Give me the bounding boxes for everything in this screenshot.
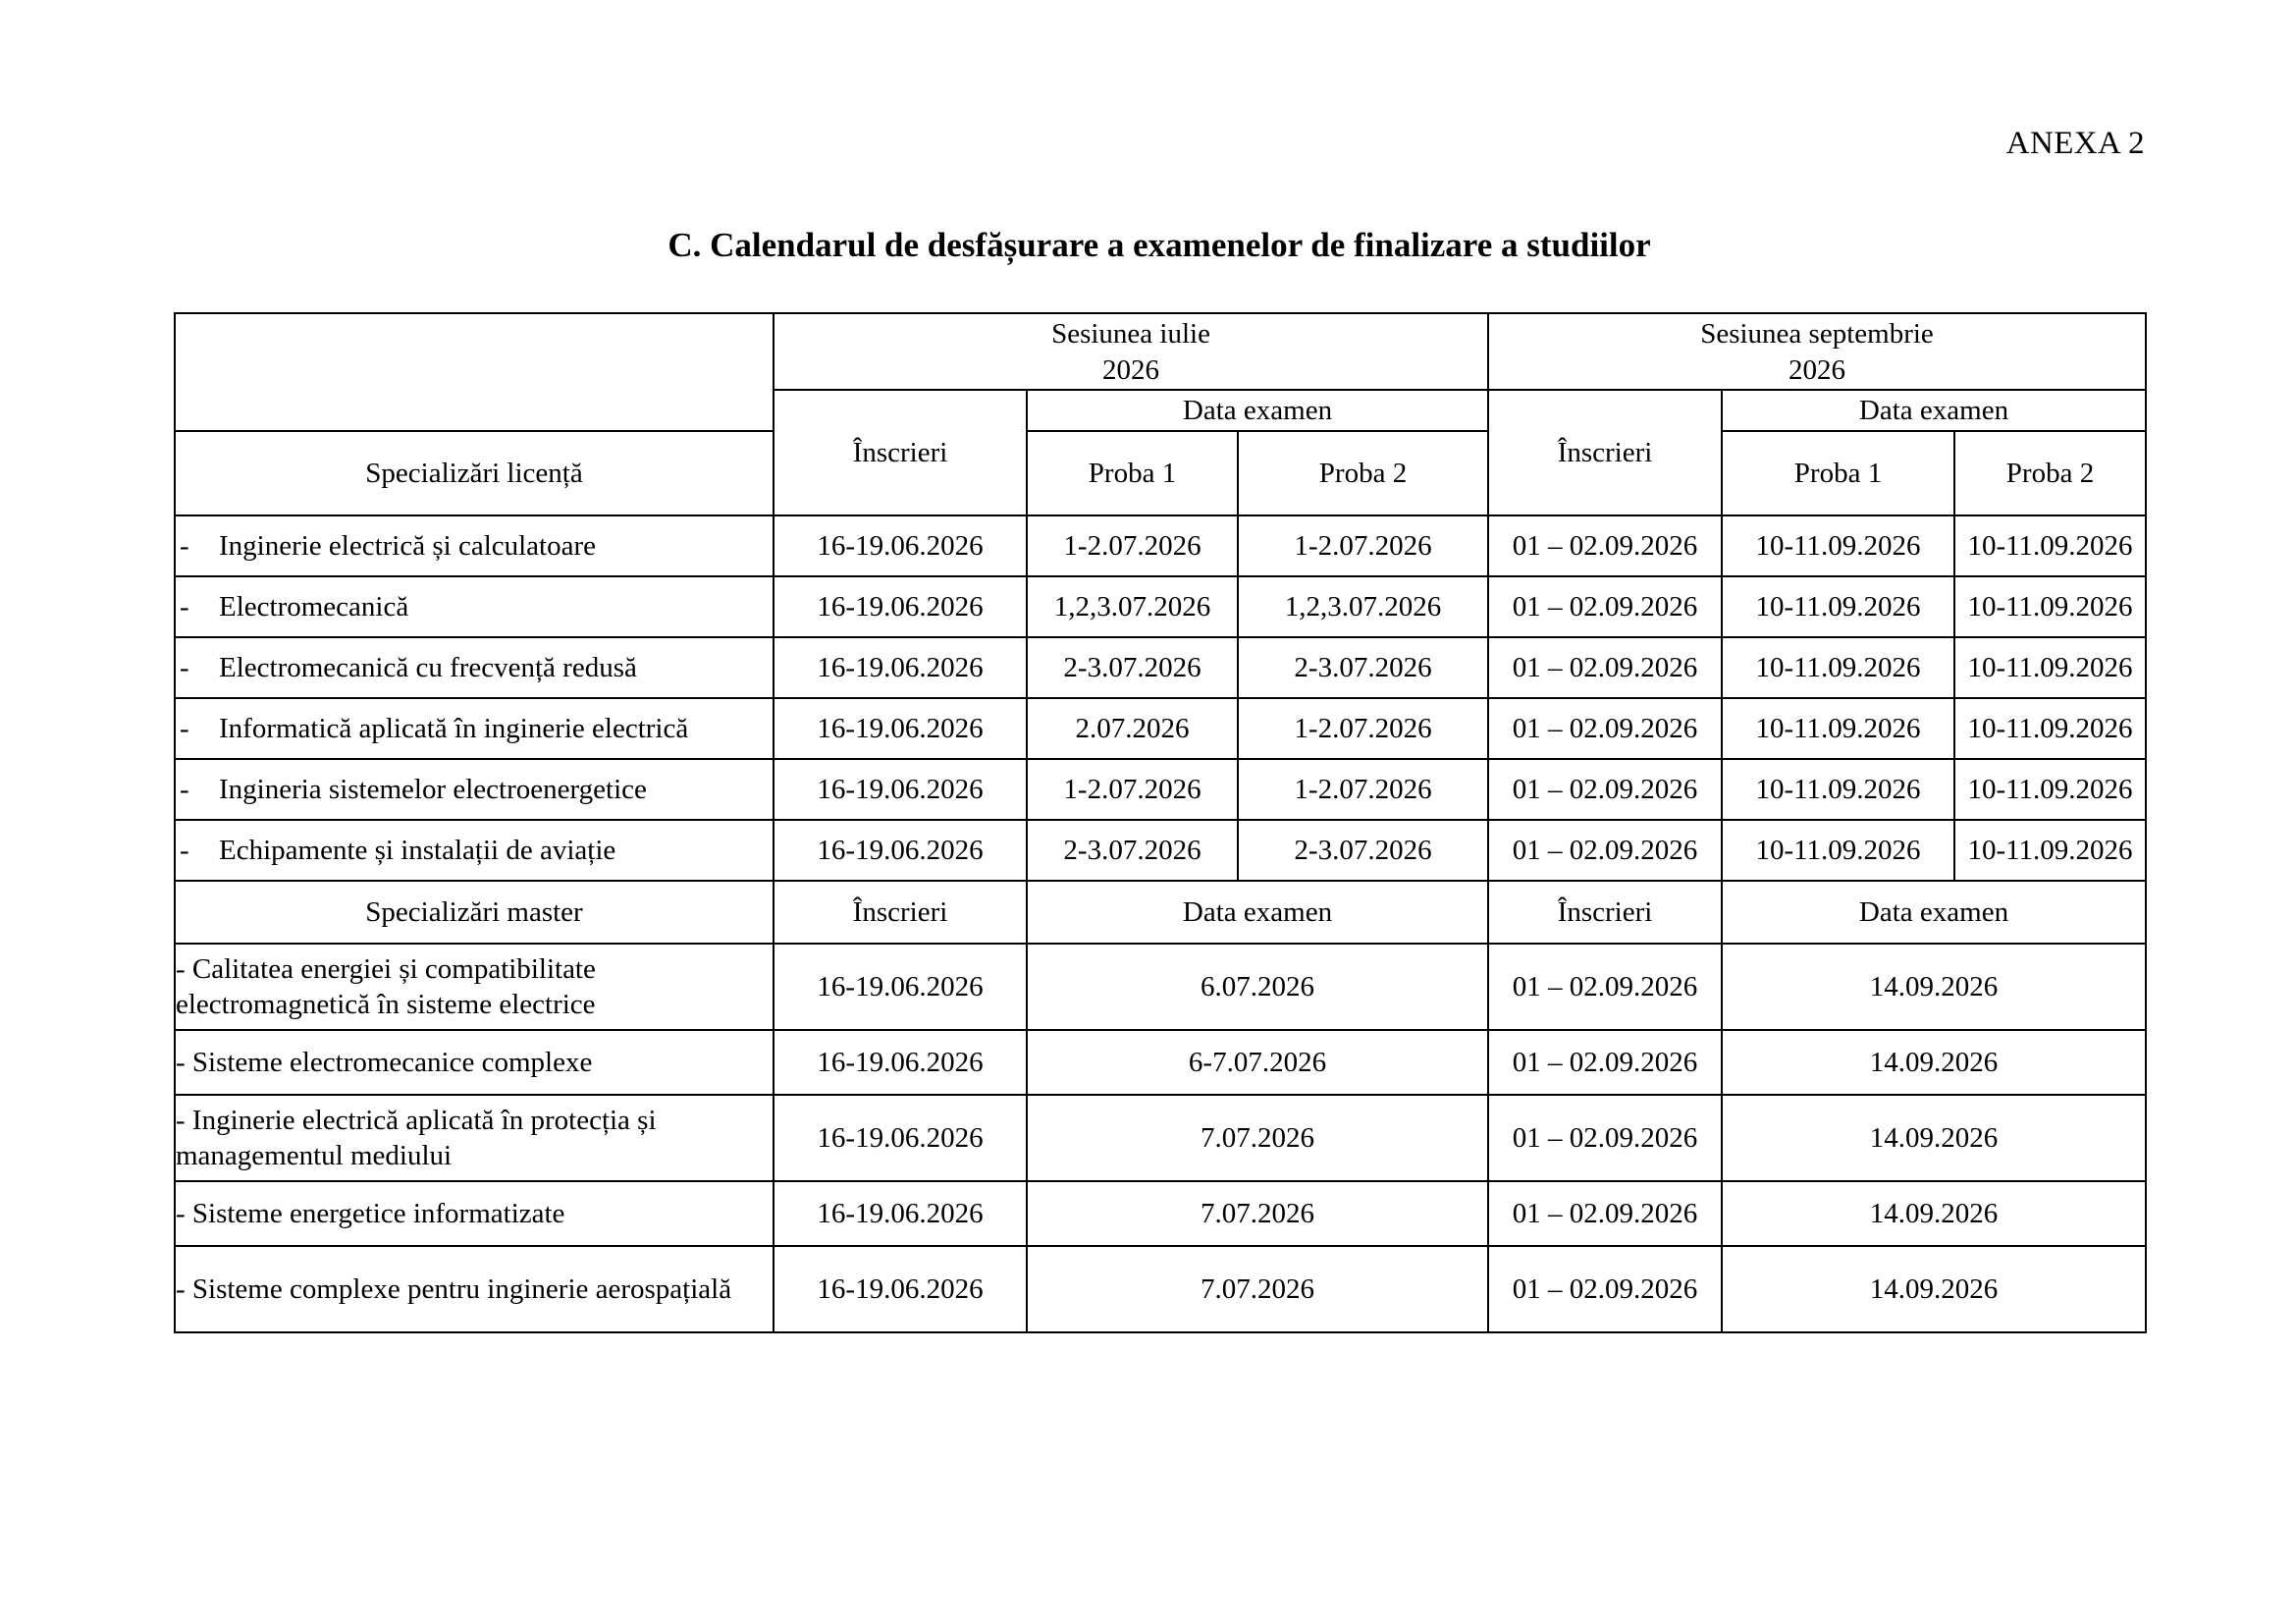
table-row [175,698,2146,759]
licenta-septembrie-proba2: 10-11.09.2026 [1954,820,2146,881]
list-bullet: - [180,530,189,562]
session-iulie-name: Sesiunea iulie [1051,318,1210,350]
list-bullet: - [180,591,189,623]
master-septembrie-inscrieri: 01 – 02.09.2026 [1488,944,1722,1030]
licenta-iulie-inscrieri: 16-19.06.2026 [774,637,1027,698]
licenta-septembrie-inscrieri: 01 – 02.09.2026 [1488,576,1722,637]
header-blank-corner [175,313,774,431]
licenta-iulie-proba1: 1-2.07.2026 [1027,515,1238,576]
page-title: C. Calendarul de desfășurare a examenelor de finalizare a studiilor [667,226,1651,264]
licenta-septembrie-proba2: 10-11.09.2026 [1954,515,2146,576]
licenta-program-name: Electromecanică [219,591,409,623]
session-header-septembrie [1488,313,2146,390]
licenta-iulie-proba1: 2-3.07.2026 [1027,637,1238,698]
master-septembrie-data-examen: 14.09.2026 [1722,1246,2146,1332]
master-septembrie-inscrieri: 01 – 02.09.2026 [1488,1246,1722,1332]
master-iulie-data-examen: 7.07.2026 [1027,1095,1488,1181]
master-program-name: - Sisteme complexe pentru inginerie aerospațială [175,1246,774,1332]
licenta-iulie-proba1: 1-2.07.2026 [1027,759,1238,820]
exam-calendar-table [174,312,2147,1333]
licenta-septembrie-inscrieri: 01 – 02.09.2026 [1488,698,1722,759]
licenta-iulie-proba2: 1-2.07.2026 [1238,515,1488,576]
master-program-name: - Sisteme energetice informatizate [175,1181,774,1246]
header-master-inscrieri-septembrie: Înscrieri [1488,881,1722,944]
licenta-iulie-proba1: 1,2,3.07.2026 [1027,576,1238,637]
master-iulie-data-examen: 6.07.2026 [1027,944,1488,1030]
master-iulie-data-examen: 7.07.2026 [1027,1246,1488,1332]
licenta-septembrie-proba1: 10-11.09.2026 [1722,576,1954,637]
licenta-program-name: Echipamente și instalații de aviație [219,835,616,866]
header-proba1-septembrie: Proba 1 [1722,431,1954,515]
table-row [175,1181,2146,1246]
licenta-septembrie-proba2: 10-11.09.2026 [1954,637,2146,698]
licenta-septembrie-proba1: 10-11.09.2026 [1722,637,1954,698]
header-specializari-licenta: Specializări licență [175,431,774,515]
list-bullet: - [180,652,189,683]
licenta-iulie-inscrieri: 16-19.06.2026 [774,698,1027,759]
table-row [175,1095,2146,1181]
licenta-iulie-proba2: 1,2,3.07.2026 [1238,576,1488,637]
session-header-iulie [774,313,1488,390]
master-septembrie-inscrieri: 01 – 02.09.2026 [1488,1030,1722,1095]
table-row [175,576,2146,637]
licenta-program-name-cell [175,820,774,881]
table-header-row-sessions [175,313,2146,390]
session-septembrie-year: 2026 [1789,354,1846,386]
master-program-name: - Inginerie electrică aplicată în protecția și managementul mediului [175,1095,774,1181]
licenta-program-name: Ingineria sistemelor electroenergetice [219,774,647,805]
master-iulie-inscrieri: 16-19.06.2026 [774,1030,1027,1095]
master-septembrie-data-examen: 14.09.2026 [1722,944,2146,1030]
master-iulie-inscrieri: 16-19.06.2026 [774,1181,1027,1246]
session-septembrie-name: Sesiunea septembrie [1700,318,1934,350]
header-dataexamen-septembrie: Data examen [1722,390,2146,431]
licenta-program-name-cell [175,759,774,820]
licenta-iulie-proba1: 2.07.2026 [1027,698,1238,759]
header-proba2-septembrie: Proba 2 [1954,431,2146,515]
licenta-iulie-inscrieri: 16-19.06.2026 [774,759,1027,820]
master-program-name: - Sisteme electromecanice complexe [175,1030,774,1095]
licenta-septembrie-proba1: 10-11.09.2026 [1722,820,1954,881]
licenta-iulie-proba2: 1-2.07.2026 [1238,759,1488,820]
licenta-septembrie-proba2: 10-11.09.2026 [1954,576,2146,637]
licenta-program-name: Informatică aplicată în inginerie electrică [219,713,689,744]
master-program-name: - Calitatea energiei și compatibilitate electromagnetică în sisteme electrice [175,944,774,1030]
licenta-program-name-cell [175,576,774,637]
header-inscrieri-septembrie: Înscrieri [1488,390,1722,515]
licenta-iulie-inscrieri: 16-19.06.2026 [774,515,1027,576]
table-row [175,944,2146,1030]
licenta-iulie-inscrieri: 16-19.06.2026 [774,820,1027,881]
licenta-iulie-proba2: 2-3.07.2026 [1238,637,1488,698]
table-row [175,759,2146,820]
licenta-program-name: Electromecanică cu frecvență redusă [219,652,637,683]
master-septembrie-inscrieri: 01 – 02.09.2026 [1488,1095,1722,1181]
licenta-iulie-proba1: 2-3.07.2026 [1027,820,1238,881]
header-inscrieri-iulie: Înscrieri [774,390,1027,515]
header-specializari-master: Specializări master [175,881,774,944]
table-row [175,637,2146,698]
licenta-program-name-cell [175,698,774,759]
licenta-program-name-cell [175,637,774,698]
header-master-inscrieri-iulie: Înscrieri [774,881,1027,944]
licenta-septembrie-inscrieri: 01 – 02.09.2026 [1488,820,1722,881]
licenta-septembrie-proba2: 10-11.09.2026 [1954,759,2146,820]
master-iulie-inscrieri: 16-19.06.2026 [774,944,1027,1030]
table-row [175,515,2146,576]
licenta-septembrie-inscrieri: 01 – 02.09.2026 [1488,759,1722,820]
master-septembrie-data-examen: 14.09.2026 [1722,1181,2146,1246]
annex-label: ANEXA 2 [2005,126,2145,161]
master-septembrie-data-examen: 14.09.2026 [1722,1030,2146,1095]
licenta-septembrie-proba1: 10-11.09.2026 [1722,759,1954,820]
licenta-septembrie-proba2: 10-11.09.2026 [1954,698,2146,759]
list-bullet: - [180,835,189,866]
master-iulie-data-examen: 7.07.2026 [1027,1181,1488,1246]
exam-calendar-table-wrapper [174,312,2145,1333]
header-proba1-iulie: Proba 1 [1027,431,1238,515]
master-septembrie-data-examen: 14.09.2026 [1722,1095,2146,1181]
table-header-row-proba [175,431,2146,515]
licenta-iulie-proba2: 1-2.07.2026 [1238,698,1488,759]
header-master-dataexamen-iulie: Data examen [1027,881,1488,944]
licenta-septembrie-proba1: 10-11.09.2026 [1722,515,1954,576]
licenta-program-name-cell [175,515,774,576]
master-iulie-inscrieri: 16-19.06.2026 [774,1095,1027,1181]
session-iulie-year: 2026 [1102,354,1159,386]
licenta-program-name: Inginerie electrică și calculatoare [219,530,597,562]
list-bullet: - [180,774,189,805]
licenta-septembrie-inscrieri: 01 – 02.09.2026 [1488,637,1722,698]
header-dataexamen-iulie: Data examen [1027,390,1488,431]
master-iulie-inscrieri: 16-19.06.2026 [774,1246,1027,1332]
table-row [175,820,2146,881]
table-header-row-master [175,881,2146,944]
licenta-iulie-inscrieri: 16-19.06.2026 [774,576,1027,637]
list-bullet: - [180,713,189,744]
table-row [175,1246,2146,1332]
licenta-iulie-proba2: 2-3.07.2026 [1238,820,1488,881]
header-master-dataexamen-septembrie: Data examen [1722,881,2146,944]
header-proba2-iulie: Proba 2 [1238,431,1488,515]
master-iulie-data-examen: 6-7.07.2026 [1027,1030,1488,1095]
table-row [175,1030,2146,1095]
licenta-septembrie-proba1: 10-11.09.2026 [1722,698,1954,759]
licenta-septembrie-inscrieri: 01 – 02.09.2026 [1488,515,1722,576]
master-septembrie-inscrieri: 01 – 02.09.2026 [1488,1181,1722,1246]
